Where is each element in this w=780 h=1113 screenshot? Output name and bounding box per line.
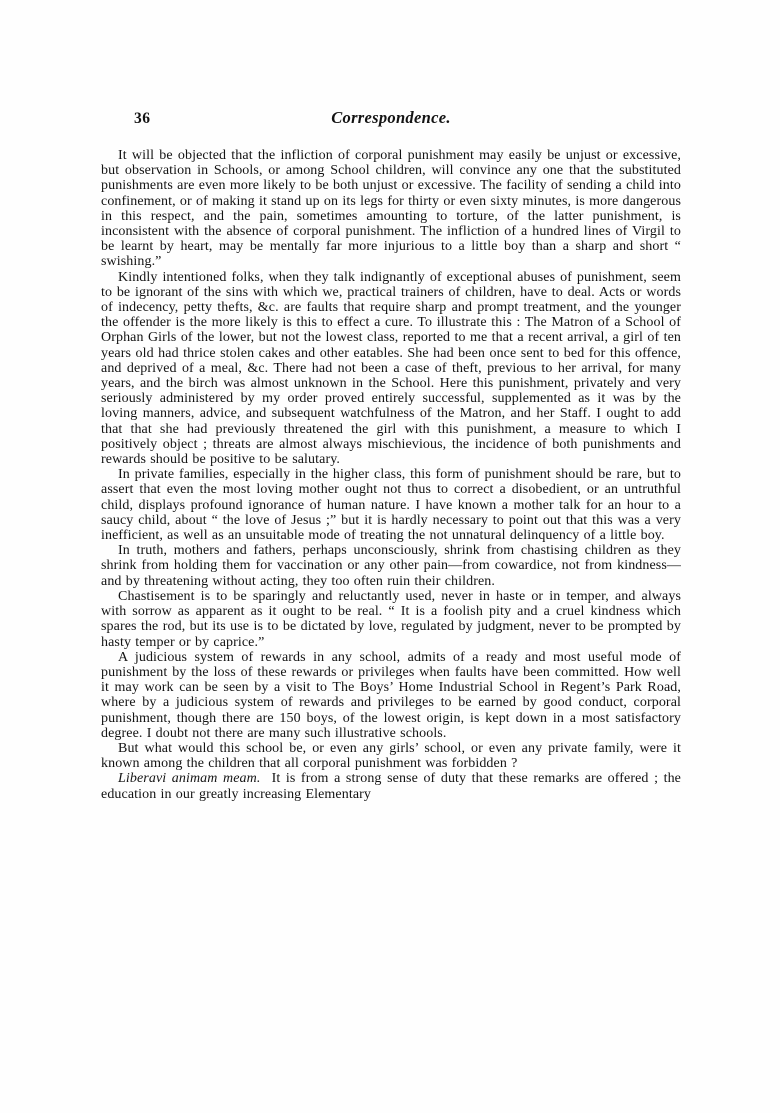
paragraph-8 — [101, 771, 681, 801]
paragraph-1: It will be objected that the infliction of corporal punishment may easily be unjust or excessive, but observation in Schools, or among School children, will convince any one that the substituted punishments are even more likely to be both unjust or excessive. The facility of sending a child into confinement, or of making it stand up on its legs for thirty or even sixty minutes, is more dangerous in this respect, and the pain, sometimes amounting to torture, of the latter punishment, is inconsistent with the absence of corporal punishment. The infliction of a hundred lines of Virgil to be learnt by heart, may be mentally far more injurious to a little boy than a sharp and short “ swishing.” — [101, 148, 681, 270]
paragraph-2: Kindly intentioned folks, when they talk indignantly of exceptional abuses of punishment, seem to be ignorant of the sins with which we, practical trainers of children, have to deal. Acts or words of indecency, petty thefts, &c. are faults that require sharp and prompt treatment, and the younger the offender is the more likely is this to effect a cure. To illustrate this : The Matron of a School of Orphan Girls of the lower, but not the lowest class, reported to me that a recent arrival, a girl of ten years old had thrice stolen cakes and other eatables. She had been once sent to bed for this offence, and deprived of a meal, &c. There had not been a case of theft, previous to her arrival, for many years, and the birch was almost unknown in the School. Here this punishment, privately and very seriously administered by my order proved entirely successful, supplemented as it was by the loving manners, advice, and subsequent watchfulness of the Matron, and her Staff. I ought to add that that she had previously threatened the girl with this punishment, a measure to which I positively object ; threats are almost always mischievious, the incidence of both punishments and rewards should be positive to be salutary. — [101, 269, 681, 468]
running-title: Correspondence. — [331, 108, 451, 127]
paragraph-4: In truth, mothers and fathers, perhaps unconsciously, shrink from chastising children as they shrink from holding them for vaccination or any other pain—from cowardice, not from kindness—and by threatening without acting, they too often ruin their children. — [101, 543, 681, 589]
paragraph-3: In private families, especially in the higher class, this form of punishment should be rare, but to assert that even the most loving mother ought not thus to correct a disobedient, or an untruthful child, displays profound ignorance of human nature. I have known a mother talk for an hour to a saucy child, about “ the love of Jesus ;” but it is hardly necessary to point out that this was a very inefficient, as well as an unsuitable mode of treating the not unnatural delinquency of a little boy. — [101, 467, 681, 544]
page-header — [101, 108, 681, 132]
article-body — [101, 148, 681, 802]
paragraph-5: Chastisement is to be sparingly and reluctantly used, never in haste or in temper, and always with sorrow as apparent as it ought to be real. “ It is a foolish pity and a cruel kindness which spares the rod, but its use is to be dictated by love, regulated by judgment, never to be prompted by hasty temper or by caprice.” — [101, 588, 681, 650]
paragraph-8-text: It is from a strong sense of duty that these remarks are offered ; the education in our greatly increasing Elementary — [101, 771, 681, 802]
paragraph-6: A judicious system of rewards in any school, admits of a ready and most useful mode of punishment by the loss of these rewards or privileges when faults have been committed. How well it may work can be seen by a visit to The Boys’ Home Industrial School in Regent’s Park Road, where by a judicious system of rewards and privileges to be earned by good conduct, corporal punishment, though there are 150 boys, of the lowest origin, is kept down in a most satisfactory degree. I doubt not there are many such illustrative schools. — [101, 649, 681, 741]
paragraph-7: But what would this school be, or even any girls’ school, or even any private family, were it known among the children that all corporal punishment was forbidden ? — [101, 740, 681, 772]
latin-phrase-italic: Liberavi animam meam. — [118, 771, 261, 787]
page-number: 36 — [134, 110, 151, 127]
